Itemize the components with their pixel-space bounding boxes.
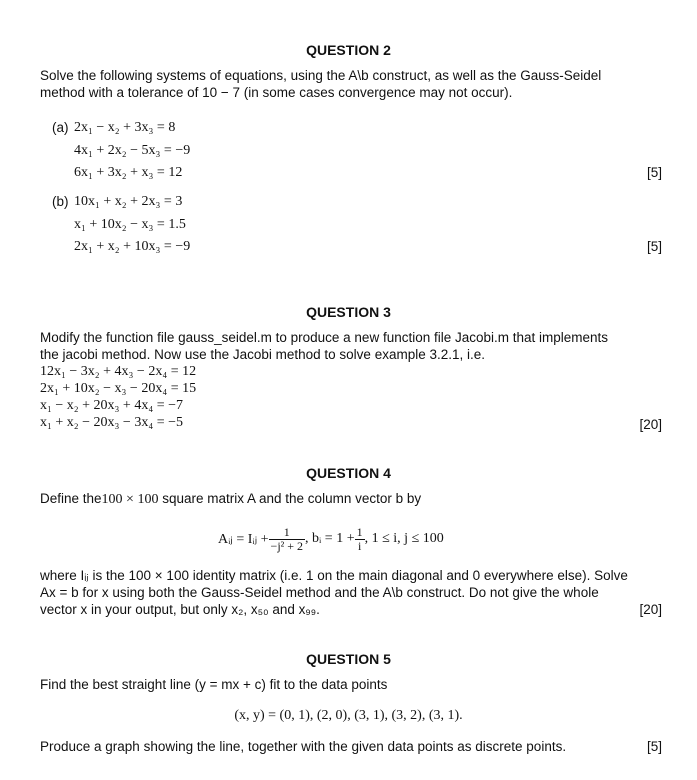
question-3-equation-2: 2x₁ + 10x₂ − x₃ − 20x₄ = 15	[40, 381, 197, 396]
question-4-marks: [20]	[639, 602, 662, 617]
fraction-aij-numerator: 1	[283, 524, 290, 539]
part-a-marks: [5]	[646, 165, 662, 180]
question-4-body-line2: Ax = b for x using both the Gauss-Seidel method and the A\b construct. Do not give the whole	[40, 585, 599, 600]
part-a-equation-1: 2x₁ − x₂ + 3x₃ = 8	[74, 120, 176, 135]
question-3-equation-3: x₁ − x₂ + 20x₃ + 4x₄ = −7	[40, 398, 184, 413]
question-5-outro: Produce a graph showing the line, together with the given data points as discrete points.	[40, 739, 567, 754]
question-2-intro-line1: Solve the following systems of equations, using the A\b construct, as well as the Gauss-Seidel	[40, 68, 602, 83]
question-5-data-points: (x, y) = (0, 1), (2, 0), (3, 1), (3, 2), (3, 1).	[234, 708, 463, 723]
define-text: Define the	[40, 491, 102, 506]
question-5-marks: [5]	[646, 739, 662, 754]
question-3-equation-1: 12x₁ − 3x₂ + 4x₃ − 2x₄ = 12	[40, 364, 197, 379]
fraction-bi-numerator: 1	[356, 524, 363, 539]
question-3-marks: [20]	[639, 417, 662, 432]
part-a-equation-3: 6x₁ + 3x₂ + x₃ = 12	[74, 165, 183, 180]
question-4-formula	[218, 521, 444, 557]
part-b-marks: [5]	[646, 239, 662, 254]
question-5-title: QUESTION 5	[306, 651, 391, 667]
part-b-equation-3: 2x₁ + x₂ + 10x₃ = −9	[74, 239, 191, 254]
question-4-body-line1: where Iᵢⱼ is the 100 × 100 identity matrix (i.e. 1 on the main diagonal and 0 everywhere else). Solve	[40, 568, 628, 583]
question-4-title: QUESTION 4	[306, 465, 391, 481]
formula-rhs: , 1 ≤ i, j ≤ 100	[364, 531, 444, 546]
question-2-intro-line2: method with a tolerance of 10 − 7 (in some cases convergence may not occur).	[40, 85, 513, 100]
part-a-equation-2: 4x₁ + 2x₂ − 5x₃ = −9	[74, 143, 191, 158]
define-rest: square matrix A and the column vector b by	[162, 491, 422, 506]
fraction-bi-denominator: i	[355, 539, 365, 553]
define-size: 100 × 100	[101, 492, 159, 507]
part-b-equation-2: x₁ + 10x₂ − x₃ = 1.5	[74, 217, 186, 232]
part-a-label: (a)	[52, 120, 69, 135]
fraction-aij-denominator: −j² + 2	[270, 538, 304, 553]
question-5-intro: Find the best straight line (y = mx + c) fit to the data points	[40, 677, 388, 692]
formula-mid: , bᵢ = 1 +	[305, 531, 355, 546]
question-3-title: QUESTION 3	[306, 304, 391, 320]
question-3-equation-4: x₁ + x₂ − 20x₃ − 3x₄ = −5	[40, 415, 184, 430]
question-3-intro-line2: the jacobi method. Now use the Jacobi method to solve example 3.2.1, i.e.	[40, 347, 486, 362]
formula-lhs: Aᵢⱼ = Iᵢⱼ +	[218, 531, 269, 547]
part-b-label: (b)	[52, 194, 69, 209]
question-2-title: QUESTION 2	[306, 42, 391, 58]
fraction-bi	[355, 526, 365, 553]
question-4-define-line	[40, 491, 421, 508]
question-4-body-line3: vector x in your output, but only x₂, x₅₀ and x₉₉.	[40, 602, 320, 617]
part-b-equation-1: 10x₁ + x₂ + 2x₃ = 3	[74, 194, 183, 209]
fraction-aij	[269, 526, 305, 553]
question-3-intro-line1: Modify the function file gauss_seidel.m to produce a new function file Jacobi.m that implements	[40, 330, 609, 345]
